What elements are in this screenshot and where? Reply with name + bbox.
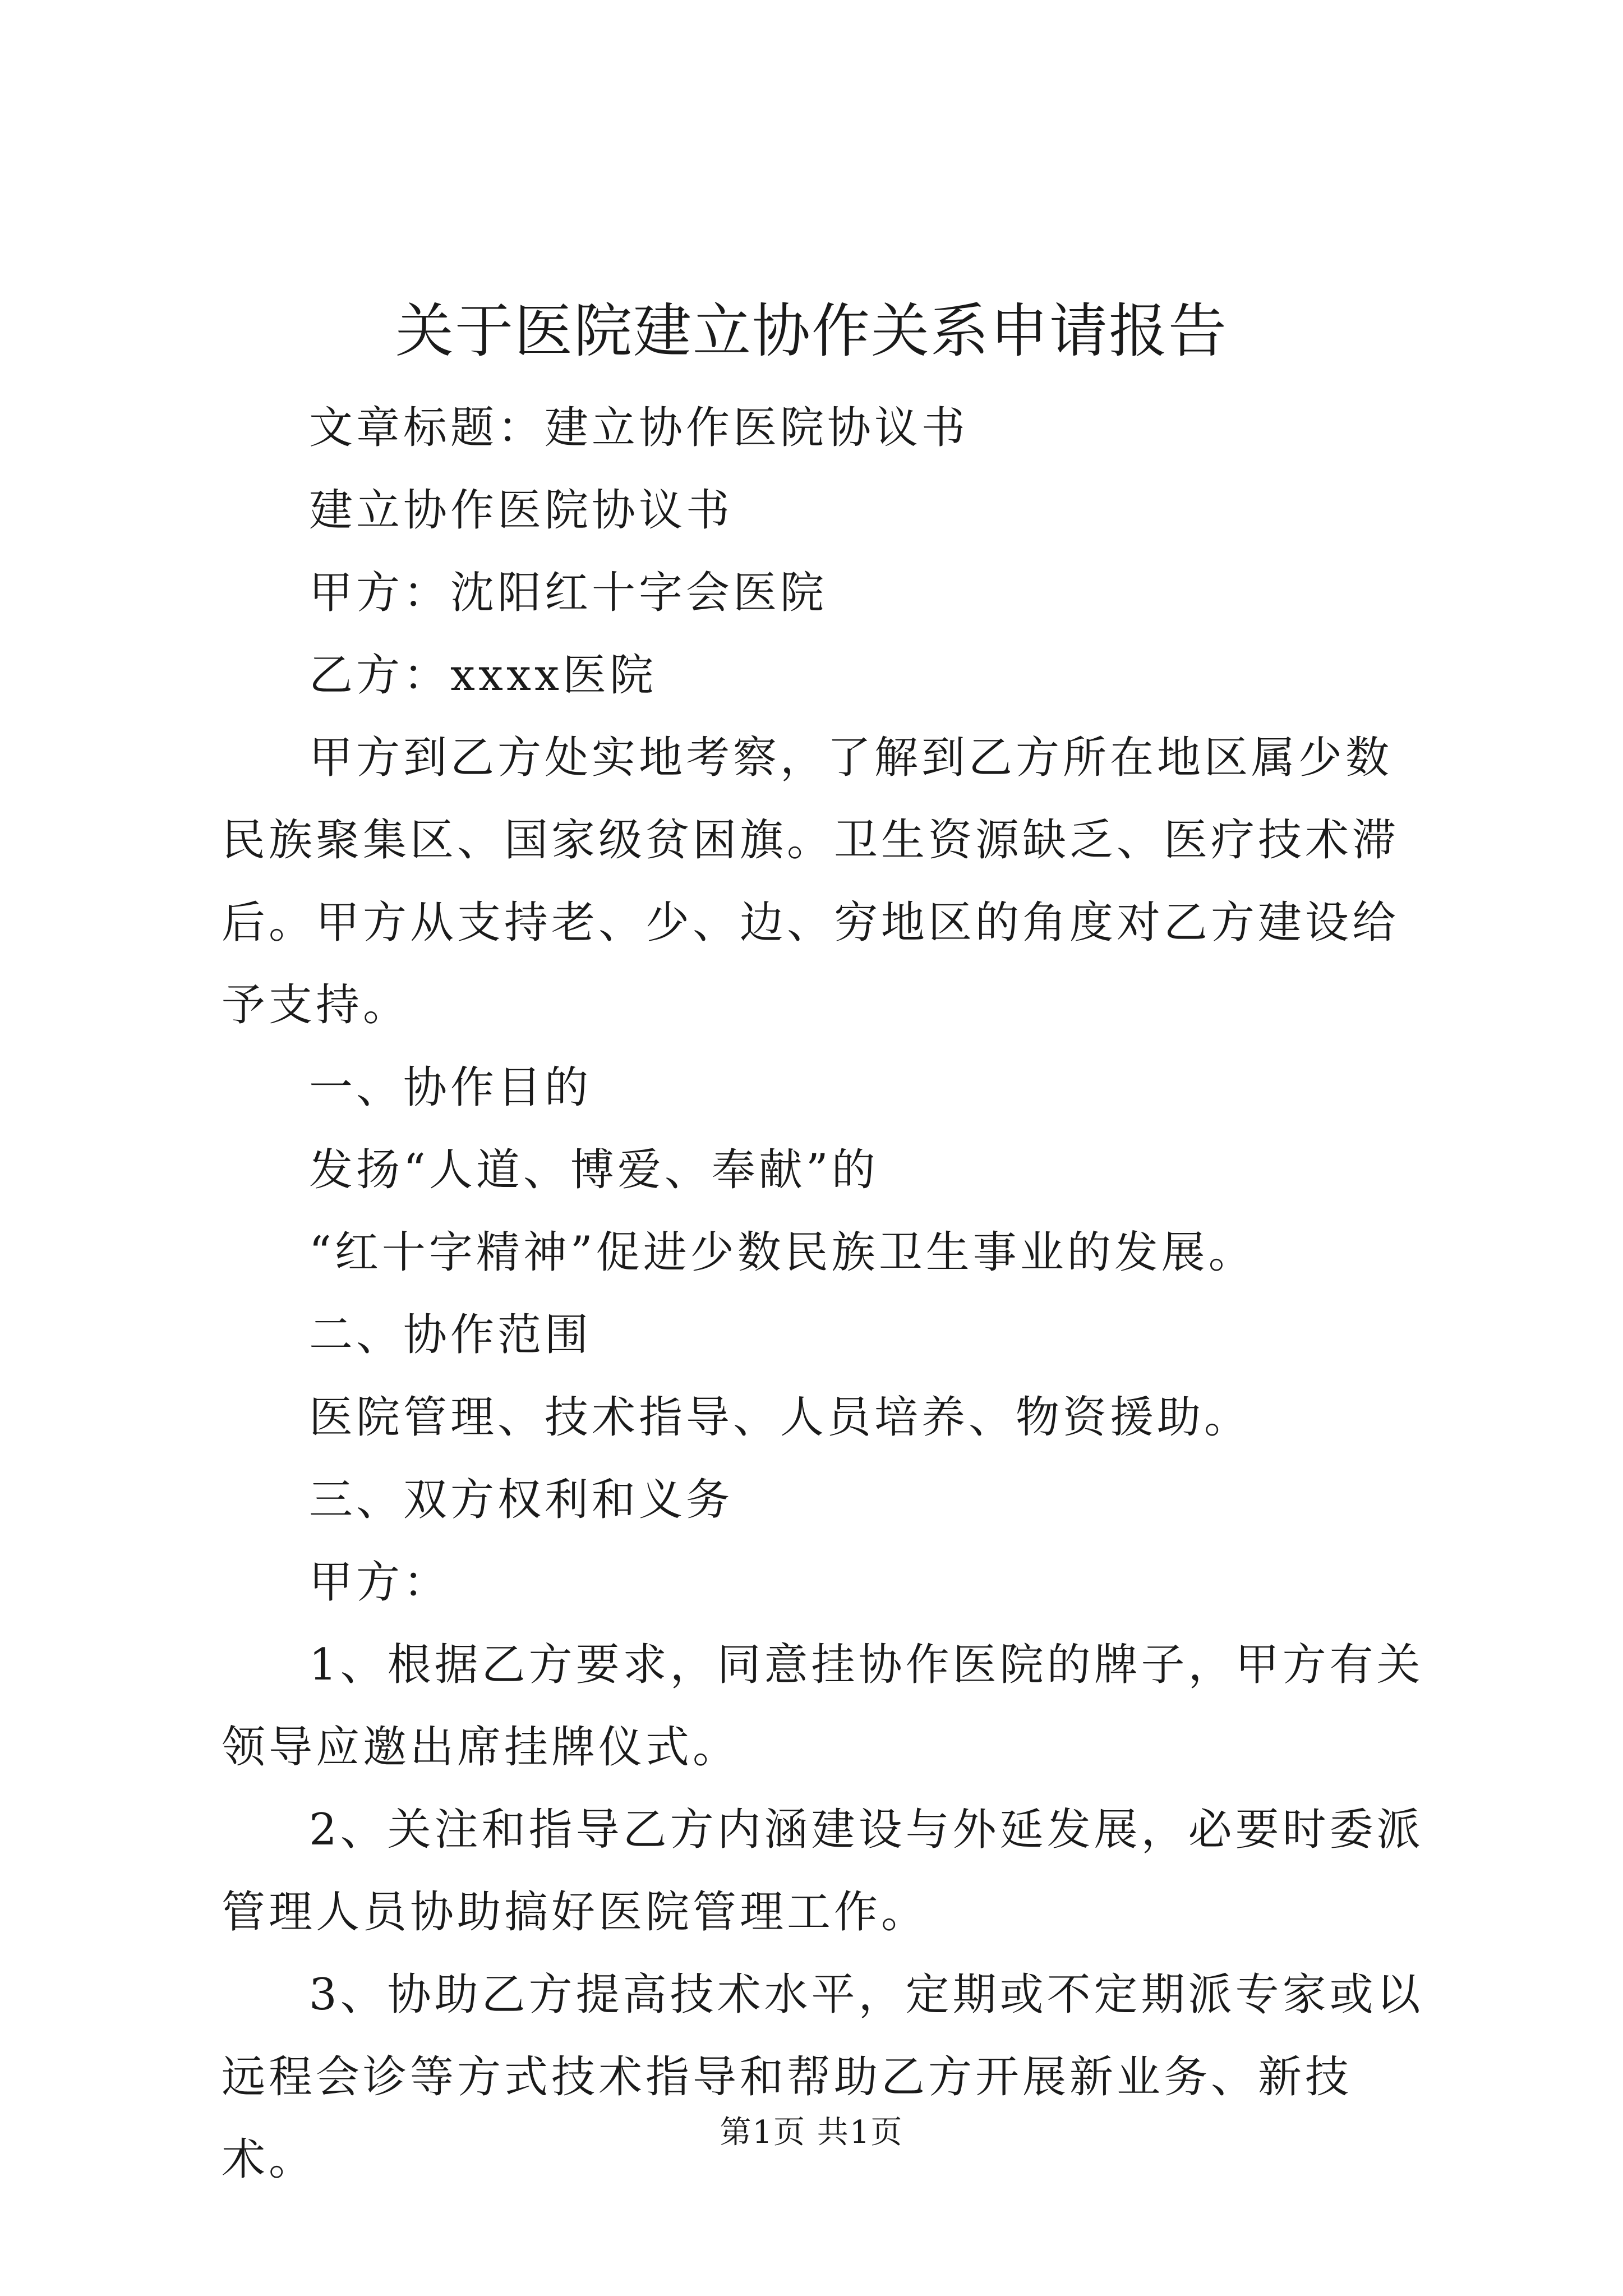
- page-footer: 第1页 共1页: [720, 2114, 903, 2151]
- section-heading-purpose: 一、协作目的: [309, 1062, 592, 1113]
- paragraph-party-a: 甲方：沈阳红十字会医院: [309, 568, 828, 618]
- paragraph-purpose-line1: 发扬“人道、博爱、奉献”的: [309, 1145, 879, 1195]
- paragraph-scope: 医院管理、技术指导、人员培养、物资援助。: [309, 1392, 1252, 1443]
- paragraph-item-1: 1、根据乙方要求，同意挂协作医院的牌子，甲方有关领导应邀出席挂牌仪式。: [222, 1640, 1424, 1773]
- document-title: 关于医院建立协作关系申请报告: [395, 297, 1228, 365]
- section-heading-scope: 二、协作范围: [309, 1310, 592, 1360]
- section-heading-rights: 三、双方权利和义务: [309, 1475, 734, 1525]
- paragraph-item-2: 2、关注和指导乙方内涵建设与外延发展，必要时委派管理人员协助搞好医院管理工作。: [222, 1805, 1424, 1938]
- paragraph-article-title: 文章标题：建立协作医院协议书: [309, 403, 969, 453]
- paragraph-purpose-line2: “红十字精神”促进少数民族卫生事业的发展。: [309, 1227, 1256, 1278]
- paragraph-item-3: 3、协助乙方提高技术水平，定期或不定期派专家或以远程会诊等方式技术指导和帮助乙方开展新业务、新技术。: [222, 1970, 1424, 2185]
- document-body: [222, 387, 1438, 2201]
- paragraph-party-a-label: 甲方：: [309, 1557, 451, 1608]
- paragraph-agreement-heading: 建立协作医院协议书: [309, 485, 734, 536]
- paragraph-background: 甲方到乙方处实地考察，了解到乙方所在地区属少数民族聚集区、国家级贫困旗。卫生资源缺乏、医疗技术滞后。甲方从支持老、少、边、穷地区的角度对乙方建设给予支持。: [222, 733, 1400, 1030]
- paragraph-party-b: 乙方：xxxx医院: [309, 650, 657, 701]
